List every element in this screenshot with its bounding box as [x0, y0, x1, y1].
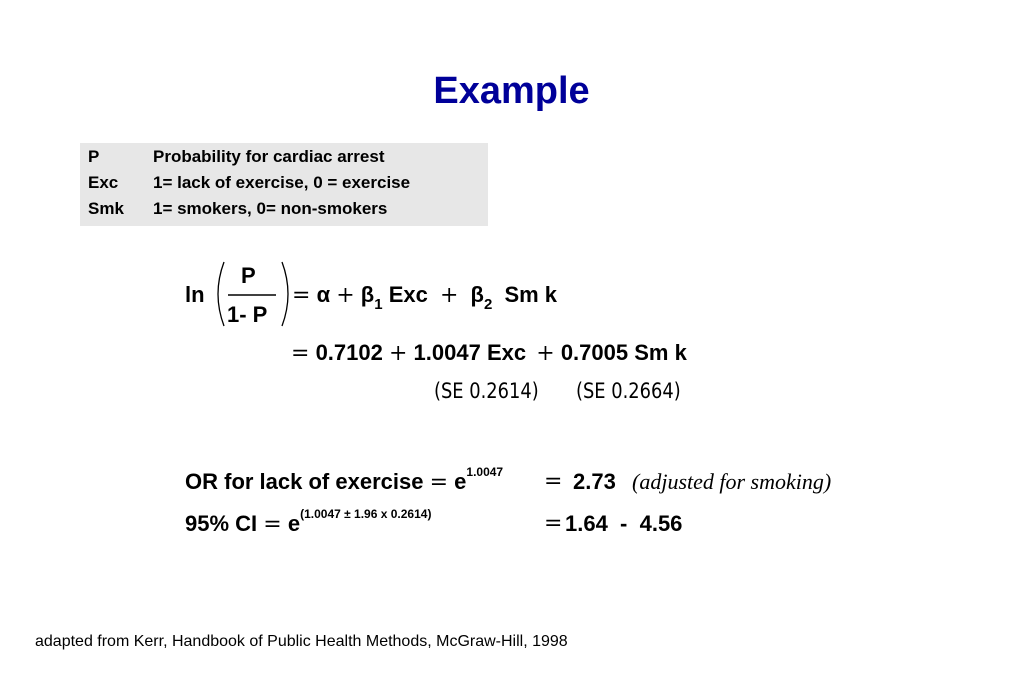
- right-paren: [282, 262, 288, 326]
- ci-label: 95% CI: [185, 511, 258, 536]
- equals-sign: =: [429, 470, 449, 495]
- legend-var: P: [88, 147, 100, 166]
- ci-exponent: (1.0047 ± 1.96 x 0.2614): [300, 507, 432, 521]
- beta-symbol: β: [360, 282, 375, 307]
- or-note: (adjusted for smoking): [632, 469, 832, 494]
- legend-desc: Probability for cardiac arrest: [153, 147, 385, 166]
- fitted-term-smk: Sm k: [634, 340, 687, 365]
- odds-ratio-line: [185, 465, 504, 495]
- se-smk: (SE 0.2664): [576, 379, 681, 403]
- beta-subscript: 1: [374, 296, 383, 313]
- legend-desc: 1= smokers, 0= non-smokers: [153, 199, 388, 218]
- equals-sign: =: [544, 511, 563, 536]
- beta-symbol: β: [470, 282, 484, 307]
- equals-sign: =: [291, 341, 310, 366]
- fraction-denominator: 1- P: [227, 302, 268, 327]
- model-term-exc: Exc: [388, 282, 428, 307]
- model-rhs: [292, 282, 558, 313]
- ci-value: 1.64 - 4.56: [565, 511, 683, 536]
- exp-exponent: 1.0047: [466, 465, 504, 479]
- slide-title: Example: [433, 70, 590, 112]
- beta-subscript: 2: [483, 296, 493, 313]
- legend-desc: 1= lack of exercise, 0 = exercise: [153, 173, 411, 192]
- fraction-numerator: P: [241, 263, 256, 288]
- or-value: 2.73: [573, 469, 616, 494]
- ln-function: ln: [185, 282, 205, 307]
- equals-sign: =: [544, 469, 563, 494]
- ci-line: [185, 507, 432, 537]
- alpha-symbol: α: [316, 282, 331, 307]
- source-footnote: adapted from Kerr, Handbook of Public Health Methods, McGraw-Hill, 1998: [35, 633, 568, 650]
- plus-sign: +: [336, 283, 355, 308]
- or-label: OR for lack of exercise: [185, 469, 424, 494]
- coef-smk: 0.7005: [560, 340, 629, 365]
- exp-base: e: [454, 469, 467, 494]
- plus-sign: +: [439, 283, 459, 308]
- exp-base: e: [287, 511, 301, 536]
- left-paren: [218, 262, 224, 326]
- se-exc: (SE 0.2614): [434, 379, 539, 403]
- variable-legend: [80, 143, 488, 226]
- legend-var: Smk: [88, 199, 124, 218]
- intercept-value: 0.7102: [315, 340, 383, 365]
- coef-exc: 1.0047: [413, 340, 481, 365]
- model-term-smk: Sm k: [504, 282, 558, 307]
- plus-sign: +: [536, 341, 555, 366]
- equals-sign: =: [292, 283, 311, 308]
- fitted-equation: [291, 340, 687, 366]
- legend-var: Exc: [88, 173, 119, 192]
- plus-sign: +: [388, 341, 408, 366]
- fitted-term-exc: Exc: [486, 340, 527, 365]
- equals-sign: =: [263, 512, 282, 537]
